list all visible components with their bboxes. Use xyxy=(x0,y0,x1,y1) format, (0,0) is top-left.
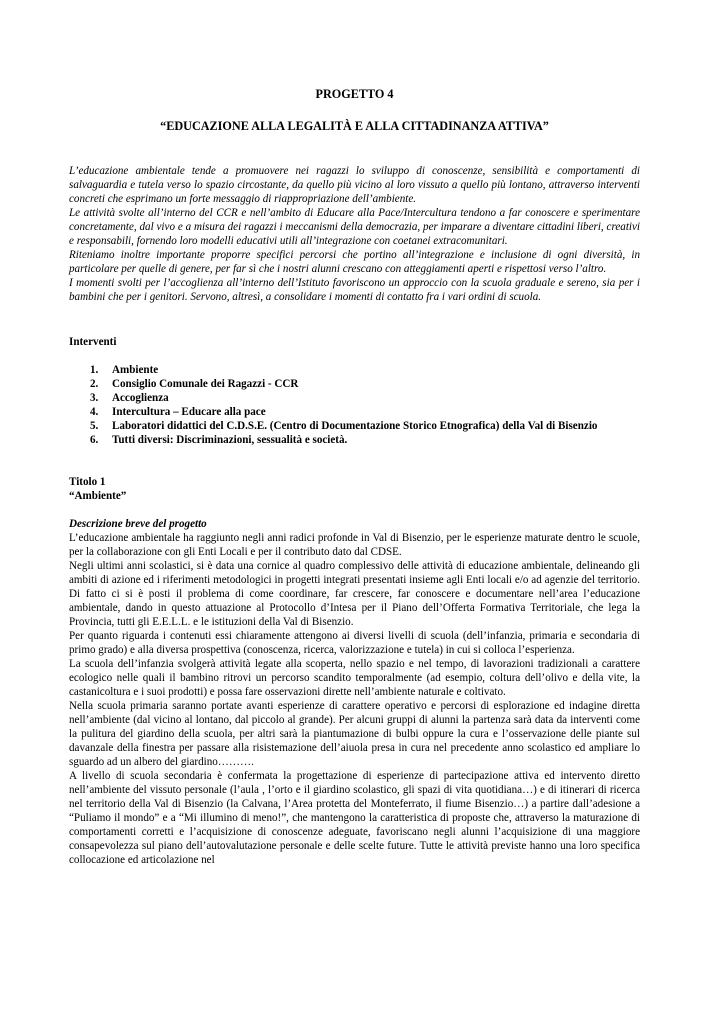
list-item xyxy=(90,363,640,377)
list-label: Laboratori didattici del C.D.S.E. (Centro di Documentazione Storico Etnografica) della Val di Bisenzio xyxy=(112,420,598,432)
list-item xyxy=(90,433,640,447)
list-number: 6. xyxy=(90,434,99,446)
interventi-heading: Interventi xyxy=(69,336,117,348)
body-paragraph: Per quanto riguarda i contenuti essi chiaramente attengono ai diversi livelli di scuola (dell’infanzia, primaria e secondaria di primo grado) e alla diversa prospettiva (conoscenza, ricerca, valorizzazione e tutela) in cui si colloca l’esperienza. xyxy=(69,630,640,656)
body-paragraph: L’educazione ambientale ha raggiunto negli anni radici profonde in Val di Bisenzio, per le esperienze maturate dentro le scuole, per la collaborazione con gli Enti Locali e per il contributo dato dal CDSE. xyxy=(69,532,640,558)
list-item xyxy=(90,391,640,405)
intro-paragraph: I momenti svolti per l’accoglienza all’interno dell’Istituto favoriscono un approccio con la scuola graduale e sereno, sia per i bambini che per i genitori. Servono, altresì, a consolidare i momenti di contatto fra i vari ordini di scuola. xyxy=(69,277,640,303)
project-subtitle: “EDUCAZIONE ALLA LEGALITÀ E ALLA CITTADINANZA ATTIVA” xyxy=(160,119,549,133)
list-label: Consiglio Comunale dei Ragazzi - CCR xyxy=(112,378,299,390)
intro-section xyxy=(69,164,640,304)
intro-paragraph: Riteniamo inoltre importante proporre specifici percorsi che portino all’integrazione e inclusione di ogni diversità, in particolare per quelle di genere, per far sì che i nostri alunni crescano con atteggiamenti aperti e rispettosi verso l’altro. xyxy=(69,249,640,275)
titolo-block xyxy=(69,475,640,503)
intro-paragraph: Le attività svolte all’interno del CCR e nell’ambito di Educare alla Pace/Intercultura tendono a far conoscere e sperimentare concretamente, dal vivo e a misura dei ragazzi i meccanismi della democrazia, per imparare a diventare cittadini liberi, creativi e responsabili, fornendo loro modelli educativi utili all’integrazione con coetanei extracomunitari. xyxy=(69,207,640,247)
list-number: 2. xyxy=(90,378,99,390)
titolo-name: “Ambiente” xyxy=(69,490,127,502)
list-label: Accoglienza xyxy=(112,392,169,404)
body-paragraph: La scuola dell’infanzia svolgerà attività legate alla scoperta, nello spazio e nel tempo, di lavorazioni tradizionali a carattere ecologico nelle quali il bambino ritrovi un percorso scandito temporalmente (ad esempio, coltura dell’olivo e della vite, la castanicoltura e i suoi prodotti) e possa fare osservazioni dirette nell’ambiente naturale e coltivato. xyxy=(69,658,640,698)
interventi-list xyxy=(69,363,640,447)
list-number: 4. xyxy=(90,406,99,418)
body-paragraph: Nella scuola primaria saranno portate avanti esperienze di carattere operativo e percorsi di esplorazione ed indagine diretta nell’ambiente (dal vicino al lontano, dal piccolo al grande). Per alcuni gruppi di alunni la partenza sarà data da interventi come la pulitura del giardino della scuola, per altri sarà la piantumazione di bulbi oppure la cura e l’osservazione delle piante sul davanzale della finestra per passare alla risistemazione dell’aiuola presa in cura nel precedente anno scolastico ed ampliare lo sguardo ad un albero del giardino………. xyxy=(69,700,640,768)
list-number: 5. xyxy=(90,420,99,432)
descrizione-heading: Descrizione breve del progetto xyxy=(69,518,207,530)
titolo-label: Titolo 1 xyxy=(69,476,106,488)
list-label: Ambiente xyxy=(112,364,159,376)
list-number: 1. xyxy=(90,364,99,376)
list-label: Tutti diversi: Discriminazioni, sessualità e società. xyxy=(112,434,348,446)
list-item xyxy=(90,405,640,419)
list-number: 3. xyxy=(90,392,99,404)
list-item xyxy=(90,377,640,391)
body-paragraph: Negli ultimi anni scolastici, si è data una cornice al quadro complessivo delle attività di educazione ambientale, delineando gli ambiti di azione ed i riferimenti metodologici in progetti integrati presentati insieme agli Enti locali e/o ad agenzie del territorio. Di fatto ci si è posti il problema di come coordinare, far crescere, far conoscere e documentare nell’area l’educazione ambientale, dando in questo attuazione al Protocollo d’Intesa per il Piano dell’Offerta Formativa Territoriale, che lega la Provincia, tutti gli E.E.L.L. e le istituzioni della Val di Bisenzio. xyxy=(69,560,640,628)
project-title: PROGETTO 4 xyxy=(315,87,394,101)
list-item xyxy=(90,419,640,433)
list-label: Intercultura – Educare alla pace xyxy=(112,406,266,418)
title-block xyxy=(69,86,640,134)
descrizione-body xyxy=(69,531,640,867)
body-paragraph: A livello di scuola secondaria è confermata la progettazione di esperienze di partecipazione attiva ed intervento diretto nell’ambiente del vissuto personale (l’aula , l’orto e il giardino scolastico, gli spazi di vita quotidiana…) e di itinerari di ricerca nel territorio della Val di Bisenzio (la Calvana, l’Area protetta del Monteferrato, il fiume Bisenzio…) a partire dall’adesione a “Puliamo il mondo” e a “Mi illumino di meno!”, che mantengono la caratteristica di proposte che, attraverso la maturazione di comportamenti corretti e l’acquisizione di conoscenze adeguate, favoriscano negli alunni l’acquisizione di una maggiore consapevolezza sul piano dell’autovalutazione personale e delle scelte future. Tutte le attività previste hanno una loro specifica collocazione ed articolazione nel xyxy=(69,770,640,866)
intro-paragraph: L’educazione ambientale tende a promuovere nei ragazzi lo sviluppo di conoscenze, sensibilità e comportamenti di salvaguardia e tutela verso lo spazio circostante, da quello più vicino al loro vissuto a quello più lontano, attraverso interventi concreti che esprimano un forte messaggio di riappropriazione dell’ambiente. xyxy=(69,165,640,205)
